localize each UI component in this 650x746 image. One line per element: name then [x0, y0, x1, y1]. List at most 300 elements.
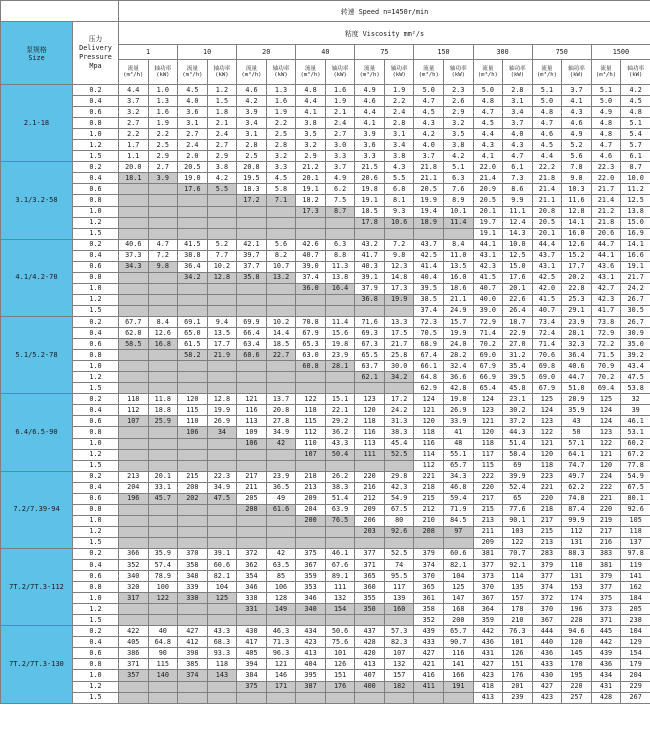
flow-value-cell: 340 [119, 571, 149, 582]
power-value-cell: 67.5 [621, 482, 650, 493]
power-value-cell: 45.8 [503, 383, 533, 394]
power-value-cell: 26.7 [621, 294, 650, 305]
pressure-cell: 0.2 [73, 626, 119, 637]
power-value-cell: 9.9 [503, 195, 533, 206]
flow-value-cell: 37.7 [237, 261, 267, 272]
flow-value-cell [178, 372, 208, 383]
flow-value-cell: 210 [414, 515, 444, 526]
flow-value-cell: 36.8 [355, 294, 385, 305]
flow-value-cell: 428 [355, 637, 385, 648]
flow-value-cell: 19.5 [237, 173, 267, 184]
power-value-cell: 80.1 [621, 493, 650, 504]
power-value-cell: 25.9 [148, 416, 178, 427]
flow-value-cell: 218 [532, 504, 562, 515]
flow-value-cell: 120 [532, 449, 562, 460]
flow-value-cell: 41.5 [473, 272, 503, 283]
flow-value-cell [119, 383, 149, 394]
power-value-cell [266, 526, 296, 537]
flow-value-cell: 22.2 [532, 162, 562, 173]
flow-unit: (m³/h) [477, 72, 498, 78]
pressure-cell: 1.0 [73, 361, 119, 372]
flow-value-cell: 352 [414, 615, 444, 626]
power-value-cell: 23.1 [503, 394, 533, 405]
flow-value-cell: 72.2 [591, 339, 621, 350]
pressure-cell: 0.8 [73, 504, 119, 515]
power-value-cell: 34.9 [207, 482, 237, 493]
power-value-cell: 9.3 [384, 206, 414, 217]
flow-value-cell: 346 [237, 582, 267, 593]
power-value-cell: 97.8 [621, 548, 650, 559]
power-value-cell: 3.2 [444, 118, 474, 129]
flow-value-cell [237, 537, 267, 548]
flow-value-cell: 3.6 [355, 140, 385, 151]
flow-value-cell: 4.3 [414, 118, 444, 129]
power-value-cell: 4.5 [621, 96, 650, 107]
power-value-cell: 92.1 [503, 560, 533, 571]
flow-value-cell [355, 305, 385, 316]
power-value-cell: 2.8 [503, 85, 533, 96]
power-value-cell: 80 [384, 515, 414, 526]
power-value-cell: 12.4 [503, 217, 533, 228]
pump-size-cell: 7T.2/7T.3-130 [1, 626, 73, 703]
flow-value-cell: 72.9 [591, 328, 621, 339]
table-row [1, 294, 650, 305]
power-value-cell: 48 [444, 438, 474, 449]
flow-value-cell: 65.4 [473, 383, 503, 394]
power-value-cell: 11.3 [325, 261, 355, 272]
power-unit-header [444, 60, 474, 85]
flow-value-cell: 120 [591, 460, 621, 471]
flow-value-cell [178, 615, 208, 626]
flow-value-cell: 44.7 [591, 239, 621, 250]
power-value-cell [207, 305, 237, 316]
power-value-cell: 76.5 [325, 515, 355, 526]
power-value-cell: 10.0 [503, 239, 533, 250]
power-value-cell: 63.5 [266, 560, 296, 571]
flow-value-cell: 427 [414, 648, 444, 659]
power-value-cell [148, 294, 178, 305]
power-value-cell [148, 195, 178, 206]
flow-value-cell: 3.9 [237, 107, 267, 118]
flow-value-cell: 4.3 [473, 140, 503, 151]
flow-value-cell [178, 283, 208, 294]
pressure-cell: 0.8 [73, 195, 119, 206]
power-value-cell: 57.1 [562, 438, 592, 449]
power-value-cell: 60.2 [621, 438, 650, 449]
flow-value-cell: 21.5 [355, 162, 385, 173]
power-value-cell: 20.8 [266, 405, 296, 416]
flow-value-cell [296, 294, 326, 305]
flow-value-cell: 364 [473, 604, 503, 615]
pressure-cell: 1.0 [73, 438, 119, 449]
power-value-cell [148, 372, 178, 383]
power-value-cell: 54.9 [384, 493, 414, 504]
power-value-cell: 15.0 [503, 261, 533, 272]
power-value-cell: 10.7 [266, 261, 296, 272]
flow-value-cell: 431 [473, 648, 503, 659]
power-value-cell: 135 [503, 582, 533, 593]
flow-value-cell: 203 [355, 526, 385, 537]
flow-value-cell: 107 [296, 449, 326, 460]
power-value-cell [148, 515, 178, 526]
power-value-cell: 18.8 [148, 405, 178, 416]
flow-value-cell: 69.3 [355, 328, 385, 339]
flow-value-cell: 39.0 [296, 261, 326, 272]
viscosity-value-header: 300 [473, 45, 532, 60]
power-value-cell: 57.4 [148, 560, 178, 571]
flow-value-cell: 37.3 [119, 250, 149, 261]
table-row [1, 283, 650, 294]
flow-value-cell: 4.1 [296, 107, 326, 118]
flow-value-cell: 22.0 [473, 162, 503, 173]
flow-value-cell: 70.5 [414, 328, 444, 339]
viscosity-value-header: 75 [355, 45, 414, 60]
power-value-cell: 1.6 [148, 107, 178, 118]
power-value-cell: 3.1 [503, 96, 533, 107]
pressure-cell: 1.0 [73, 670, 119, 681]
table-row [1, 416, 650, 427]
pressure-header-en2: Pressure [79, 53, 112, 61]
flow-value-cell: 41.7 [591, 305, 621, 316]
viscosity-value-header: 40 [296, 45, 355, 60]
flow-value-cell: 41.5 [178, 239, 208, 250]
power-value-cell: 22.1 [325, 405, 355, 416]
pressure-cell: 0.8 [73, 350, 119, 361]
flow-value-cell [414, 537, 444, 548]
power-value-cell: 44.7 [562, 372, 592, 383]
flow-value-cell: 116 [414, 438, 444, 449]
power-value-cell: 1.9 [384, 85, 414, 96]
power-value-cell: 12.5 [621, 195, 650, 206]
flow-value-cell [237, 515, 267, 526]
power-value-cell: 36.2 [325, 427, 355, 438]
flow-value-cell [119, 460, 149, 471]
power-value-cell [266, 217, 296, 228]
flow-value-cell: 116 [237, 405, 267, 416]
flow-value-cell: 72.9 [473, 316, 503, 327]
power-value-cell: 21.1 [444, 294, 474, 305]
power-value-cell: 51.4 [325, 493, 355, 504]
pressure-header-unit: Mpa [89, 62, 102, 70]
flow-value-cell: 217 [237, 471, 267, 482]
flow-value-cell [355, 537, 385, 548]
power-value-cell: 30.2 [503, 405, 533, 416]
flow-value-cell: 20.1 [296, 173, 326, 184]
power-value-cell: 34.2 [384, 372, 414, 383]
power-value-cell: 166 [444, 670, 474, 681]
flow-value-cell: 121 [237, 394, 267, 405]
flow-value-cell: 370 [473, 582, 503, 593]
power-value-cell: 151 [503, 659, 533, 670]
power-value-cell [148, 427, 178, 438]
flow-value-cell: 352 [119, 560, 149, 571]
flow-value-cell: 371 [591, 615, 621, 626]
flow-value-cell: 21.2 [591, 206, 621, 217]
flow-value-cell: 372 [237, 548, 267, 559]
flow-value-cell: 21.2 [296, 162, 326, 173]
flow-value-cell: 4.9 [355, 85, 385, 96]
flow-value-cell: 19.8 [355, 184, 385, 195]
flow-value-cell: 19.1 [355, 195, 385, 206]
power-value-cell: 107 [384, 648, 414, 659]
power-value-cell [266, 294, 296, 305]
power-value-cell: 24.9 [444, 305, 474, 316]
power-value-cell: 20.1 [503, 283, 533, 294]
power-value-cell: 205 [621, 604, 650, 615]
power-value-cell: 14.8 [384, 272, 414, 283]
flow-value-cell: 4.8 [591, 129, 621, 140]
power-value-cell: 44.3 [503, 427, 533, 438]
power-value-cell: 2.3 [444, 85, 474, 96]
flow-value-cell: 65.5 [355, 350, 385, 361]
viscosity-value-header: 1500 [591, 45, 650, 60]
power-value-cell: 4.5 [266, 173, 296, 184]
power-value-cell: 1.6 [266, 96, 296, 107]
power-value-cell: 101 [325, 648, 355, 659]
power-value-cell: 3.7 [562, 85, 592, 96]
flow-value-cell: 21.8 [414, 162, 444, 173]
flow-value-cell: 359 [296, 571, 326, 582]
power-value-cell: 67.2 [621, 449, 650, 460]
pressure-cell: 1.0 [73, 593, 119, 604]
power-value-cell [266, 449, 296, 460]
power-value-cell: 2.2 [384, 96, 414, 107]
pressure-cell: 0.8 [73, 659, 119, 670]
flow-value-cell: 20.5 [473, 195, 503, 206]
flow-value-cell: 1.1 [119, 151, 149, 162]
power-value-cell: 95.5 [384, 571, 414, 582]
flow-value-cell: 2.2 [119, 129, 149, 140]
power-value-cell: 3.3 [325, 151, 355, 162]
flow-value-cell: 42.3 [591, 294, 621, 305]
flow-value-cell: 44.1 [591, 250, 621, 261]
flow-value-cell: 112 [414, 460, 444, 471]
power-value-cell: 33.9 [444, 416, 474, 427]
flow-value-cell: 439 [591, 648, 621, 659]
flow-value-cell: 22.0 [591, 173, 621, 184]
power-unit: (kW) [392, 72, 406, 78]
flow-value-cell: 40.7 [473, 283, 503, 294]
flow-value-cell: 377 [473, 560, 503, 571]
flow-value-cell: 19.9 [414, 195, 444, 206]
power-value-cell: 7.5 [325, 195, 355, 206]
power-value-cell: 16.6 [621, 250, 650, 261]
power-value-cell: 92.6 [621, 504, 650, 515]
power-value-cell: 67.6 [325, 560, 355, 571]
flow-label: 流量 [423, 65, 435, 72]
power-value-cell: 82.1 [207, 571, 237, 582]
flow-value-cell: 216 [591, 537, 621, 548]
power-value-cell: 11.2 [621, 184, 650, 195]
power-value-cell: 104 [444, 571, 474, 582]
flow-value-cell: 39.1 [355, 272, 385, 283]
power-value-cell: 4.3 [384, 162, 414, 173]
power-value-cell: 143 [207, 670, 237, 681]
power-value-cell [148, 526, 178, 537]
pressure-cell: 0.6 [73, 261, 119, 272]
flow-value-cell: 42.6 [296, 239, 326, 250]
power-value-cell: 139 [384, 593, 414, 604]
power-value-cell: 128 [266, 593, 296, 604]
flow-value-cell [355, 383, 385, 394]
flow-value-cell: 209 [355, 504, 385, 515]
flow-value-cell: 43.6 [591, 261, 621, 272]
power-value-cell: 35.9 [562, 405, 592, 416]
power-value-cell: 46.3 [266, 626, 296, 637]
power-value-cell: 176 [325, 681, 355, 692]
flow-value-cell: 375 [296, 548, 326, 559]
power-value-cell: 34 [207, 427, 237, 438]
flow-value-cell: 67.3 [355, 339, 385, 350]
power-value-cell [207, 537, 237, 548]
flow-unit: (m³/h) [182, 72, 203, 78]
pressure-cell: 0.8 [73, 118, 119, 129]
power-value-cell: 51.4 [503, 438, 533, 449]
power-value-cell: 228 [562, 615, 592, 626]
flow-value-cell: 217 [532, 515, 562, 526]
power-value-cell: 2.5 [148, 140, 178, 151]
flow-unit-header [532, 60, 562, 85]
power-value-cell: 25.8 [384, 350, 414, 361]
flow-value-cell: 2.0 [178, 151, 208, 162]
pressure-header-en1: Delivery [79, 44, 112, 52]
table-row [1, 107, 650, 118]
pressure-cell: 0.2 [73, 394, 119, 405]
power-value-cell: 3.7 [325, 162, 355, 173]
power-value-cell: 35.4 [503, 361, 533, 372]
flow-value-cell [119, 692, 149, 703]
power-value-cell: 3.1 [384, 129, 414, 140]
pressure-cell: 1.2 [73, 681, 119, 692]
flow-value-cell: 5.0 [532, 96, 562, 107]
flow-value-cell [119, 604, 149, 615]
power-value-cell: 2.8 [384, 118, 414, 129]
power-value-cell: 3.9 [148, 173, 178, 184]
power-value-cell: 28.9 [562, 394, 592, 405]
flow-value-cell: 204 [296, 504, 326, 515]
power-value-cell: 104 [621, 626, 650, 637]
power-unit: (kW) [215, 72, 229, 78]
power-value-cell: 4.7 [148, 239, 178, 250]
pump-size-cell: 4.1/4.2-70 [1, 239, 73, 316]
power-value-cell: 5.1 [444, 162, 474, 173]
power-value-cell: 2.9 [444, 107, 474, 118]
power-value-cell: 92.6 [384, 526, 414, 537]
flow-value-cell: 423 [473, 670, 503, 681]
flow-value-cell: 365 [355, 571, 385, 582]
flow-value-cell [119, 438, 149, 449]
flow-value-cell: 367 [473, 593, 503, 604]
power-value-cell: 19.9 [444, 328, 474, 339]
power-value-cell: 129 [621, 637, 650, 648]
flow-value-cell: 200 [237, 504, 267, 515]
flow-value-cell: 2.9 [296, 151, 326, 162]
flow-value-cell: 35.8 [237, 272, 267, 283]
flow-label: 流量 [541, 65, 553, 72]
flow-value-cell: 18.9 [414, 217, 444, 228]
power-value-cell: 23.9 [266, 471, 296, 482]
flow-value-cell [178, 692, 208, 703]
flow-value-cell: 20.8 [237, 162, 267, 173]
power-value-cell: 67.5 [384, 504, 414, 515]
flow-unit-header [119, 60, 149, 85]
flow-value-cell: 202 [178, 493, 208, 504]
flow-value-cell: 4.2 [414, 129, 444, 140]
flow-value-cell: 5.1 [591, 85, 621, 96]
flow-value-cell: 440 [532, 637, 562, 648]
flow-value-cell: 71.6 [355, 316, 385, 327]
flow-unit-header [178, 60, 208, 85]
power-value-cell: 1.3 [266, 85, 296, 96]
flow-value-cell: 4.8 [473, 96, 503, 107]
flow-value-cell: 69.8 [532, 361, 562, 372]
flow-value-cell: 5.0 [591, 96, 621, 107]
flow-value-cell [178, 228, 208, 239]
flow-value-cell: 358 [414, 604, 444, 615]
table-row [1, 460, 650, 471]
power-value-cell: 11.8 [148, 394, 178, 405]
flow-value-cell: 66.4 [237, 328, 267, 339]
power-value-cell: 4.0 [503, 129, 533, 140]
power-value-cell: 4.2 [621, 85, 650, 96]
flow-value-cell: 4.8 [591, 118, 621, 129]
flow-value-cell: 121 [414, 405, 444, 416]
power-value-cell: 33.1 [148, 482, 178, 493]
power-value-cell [148, 438, 178, 449]
flow-value-cell: 20.5 [532, 217, 562, 228]
flow-unit: (m³/h) [241, 72, 262, 78]
pressure-cell: 1.2 [73, 372, 119, 383]
flow-value-cell: 420 [355, 648, 385, 659]
power-value-cell: 21.7 [621, 272, 650, 283]
flow-label: 流量 [245, 65, 258, 72]
flow-value-cell [119, 228, 149, 239]
power-value-cell: 30.9 [621, 328, 650, 339]
flow-value-cell: 2.8 [237, 140, 267, 151]
power-value-cell: 22.3 [207, 471, 237, 482]
flow-value-cell: 371 [119, 659, 149, 670]
flow-value-cell: 436 [473, 637, 503, 648]
power-value-cell: 114 [503, 571, 533, 582]
table-row [1, 482, 650, 493]
power-value-cell: 22.8 [562, 283, 592, 294]
flow-value-cell [355, 228, 385, 239]
power-value-cell: 42 [266, 438, 296, 449]
flow-value-cell: 221 [532, 482, 562, 493]
flow-value-cell: 67.7 [119, 316, 149, 327]
pressure-header [73, 22, 119, 85]
flow-value-cell: 63.7 [355, 361, 385, 372]
power-value-cell: 12.6 [148, 328, 178, 339]
power-value-cell [148, 217, 178, 228]
power-value-cell: 87.4 [562, 504, 592, 515]
power-value-cell [266, 372, 296, 383]
flow-value-cell: 4.7 [414, 96, 444, 107]
flow-value-cell: 373 [591, 604, 621, 615]
power-value-cell: 12.3 [384, 261, 414, 272]
flow-label: 流量 [186, 65, 198, 72]
flow-value-cell: 317 [119, 593, 149, 604]
flow-value-cell: 21.8 [591, 217, 621, 228]
power-value-cell: 77.6 [503, 504, 533, 515]
flow-value-cell: 421 [414, 659, 444, 670]
power-value-cell: 13.5 [207, 328, 237, 339]
flow-value-cell: 125 [591, 394, 621, 405]
power-value-cell: 46.1 [621, 416, 650, 427]
flow-value-cell: 4.7 [532, 118, 562, 129]
flow-value-cell: 111 [355, 449, 385, 460]
table-row [1, 504, 650, 515]
